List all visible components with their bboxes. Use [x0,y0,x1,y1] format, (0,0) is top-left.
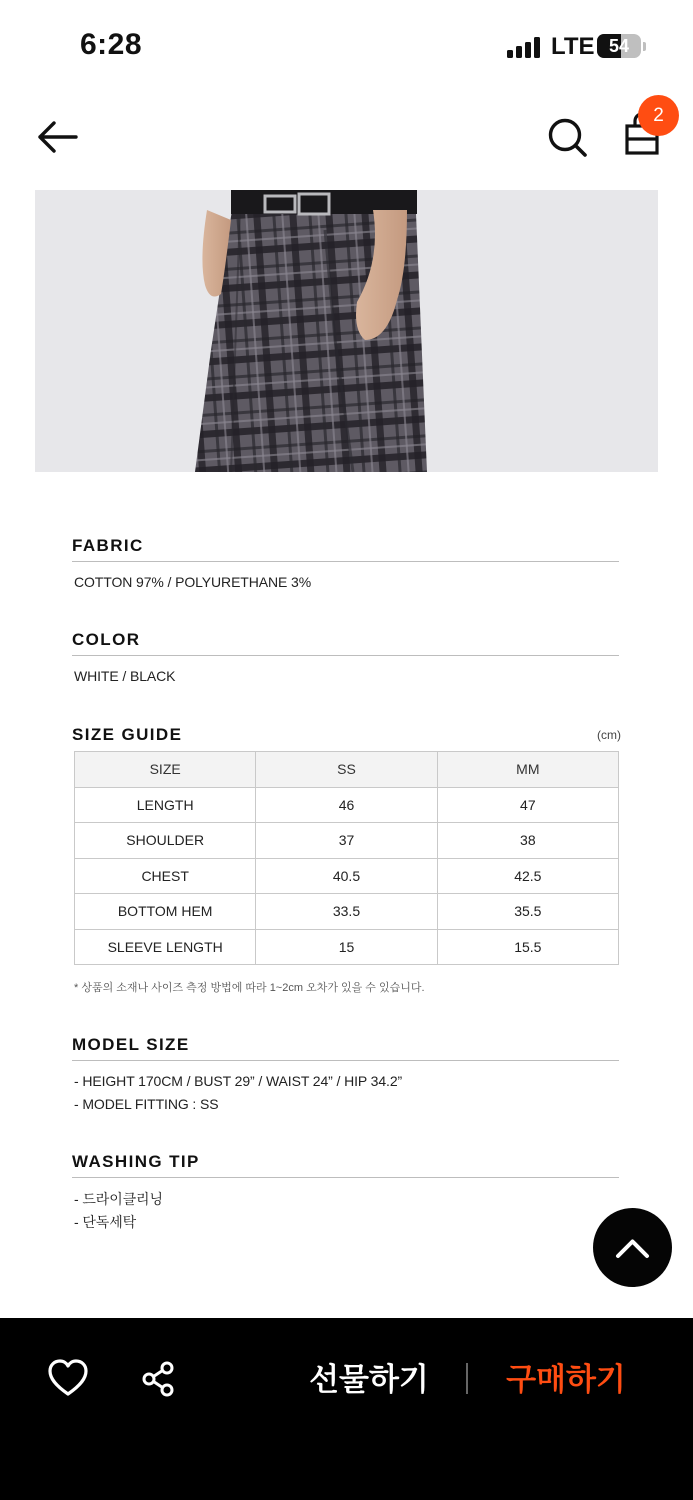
status-time: 6:28 [80,28,143,61]
table-row [75,858,619,894]
fabric-divider [72,561,619,562]
size-table-header-row [75,752,619,788]
size-note: * 상품의 소재나 사이즈 측정 방법에 따라 1~2cm 오차가 있을 수 있습니다. [74,982,425,994]
size-table [74,751,619,965]
size-guide-title: SIZE GUIDE [72,725,183,744]
washing-tip-divider [72,1177,619,1178]
share-icon [140,1360,178,1398]
table-row [75,929,619,965]
table-cell: 35.5 [437,894,618,930]
model-size-divider [72,1060,619,1061]
table-cell: 42.5 [437,858,618,894]
table-row [75,787,619,823]
chevron-up-icon [593,1208,672,1287]
color-text: WHITE / BLACK [74,668,176,684]
model-size-line: - HEIGHT 170CM / BUST 29” / WAIST 24” / HIP 34.2” [74,1073,403,1089]
table-row [75,894,619,930]
share-button[interactable] [140,1360,178,1398]
product-photo [35,190,658,472]
fabric-title: FABRIC [72,536,144,555]
table-cell: SLEEVE LENGTH [75,929,256,965]
table-cell: 37 [256,823,437,859]
size-table-header: SS [256,752,437,788]
washing-tip-line: - 단독세탁 [74,1214,137,1230]
battery-percent: 54 [608,36,630,56]
search-icon [543,112,593,162]
heart-icon [47,1358,89,1398]
table-cell: 38 [437,823,618,859]
table-cell: 40.5 [256,858,437,894]
table-cell: LENGTH [75,787,256,823]
cart-count-badge: 2 [638,95,679,136]
table-cell: SHOULDER [75,823,256,859]
battery-tip [643,42,646,51]
model-size-title: MODEL SIZE [72,1035,190,1054]
table-cell: 46 [256,787,437,823]
model-size-line: - MODEL FITTING : SS [74,1096,219,1112]
scroll-to-top-button[interactable] [593,1208,672,1287]
buy-button[interactable]: 구매하기 [506,1362,626,1397]
network-label: LTE [551,33,595,60]
table-cell: 47 [437,787,618,823]
signal-icon [507,36,543,58]
washing-tip-line: - 드라이클리닝 [74,1191,163,1207]
table-cell: BOTTOM HEM [75,894,256,930]
back-arrow-icon [34,114,82,160]
table-cell: 15.5 [437,929,618,965]
status-bar [0,0,693,92]
like-button[interactable] [47,1358,89,1398]
bottom-bar-divider [466,1363,468,1394]
fabric-text: COTTON 97% / POLYURETHANE 3% [74,574,312,590]
table-row [75,823,619,859]
battery-icon [597,34,641,58]
size-table-header: MM [437,752,618,788]
size-unit: (cm) [597,728,621,742]
table-cell: 15 [256,929,437,965]
search-button[interactable] [543,112,593,162]
washing-tip-title: WASHING TIP [72,1152,200,1171]
color-divider [72,655,619,656]
table-cell: CHEST [75,858,256,894]
back-button[interactable] [34,114,82,160]
color-title: COLOR [72,630,141,649]
table-cell: 33.5 [256,894,437,930]
size-table-header: SIZE [75,752,256,788]
bottom-action-bar [0,1318,693,1500]
gift-button[interactable]: 선물하기 [309,1362,429,1397]
